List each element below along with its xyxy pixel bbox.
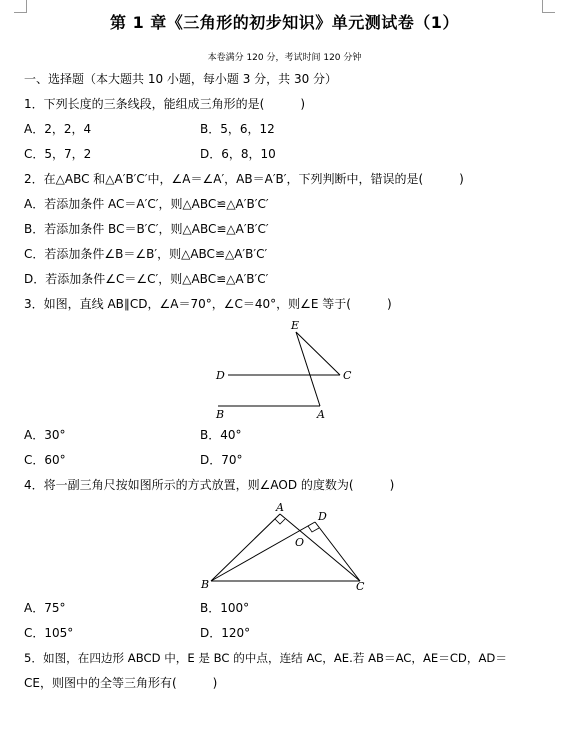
question-3-option-d: D．70° (200, 453, 243, 467)
section-heading: 一、选择题（本大题共 10 小题，每小题 3 分，共 30 分） (24, 72, 338, 86)
question-4-stem: 4．将一副三角尺按如图所示的方式放置，则∠AOD 的度数为( ) (24, 478, 395, 492)
right-angle-mark-a (275, 519, 285, 524)
question-2-stem: 2．在△ABC 和△A′B′C′中，∠A＝∠A′，AB＝A′B′，下列判断中，错误的是( ) (24, 172, 464, 186)
question-2-option-a: A．若添加条件 AC＝A′C′，则△ABC≌△A′B′C′ (24, 197, 269, 211)
figure-label-c: C (356, 580, 365, 593)
question-1-option-c: C．5，7，2 (24, 147, 92, 161)
segment-dc (315, 522, 360, 581)
question-4-option-a: A．75° (24, 601, 66, 615)
question-4-option-b: B．100° (200, 601, 250, 615)
question-2-option-d: D．若添加条件∠C＝∠C′，则△ABC≌△A′B′C′ (24, 272, 269, 286)
question-1-option-b: B．5，6，12 (200, 122, 275, 136)
question-3-option-b: B．40° (200, 428, 242, 442)
question-2-option-c: C．若添加条件∠B＝∠B′，则△ABC≌△A′B′C′ (24, 247, 268, 261)
question-4-figure (198, 500, 370, 596)
question-4-option-d: D．120° (200, 626, 251, 640)
figure-label-c: C (343, 369, 352, 382)
page-title: 第 1 章《三角形的初步知识》单元测试卷（1） (110, 13, 459, 32)
question-1-option-d: D．6，8，10 (200, 147, 276, 161)
question-2-option-b: B．若添加条件 BC＝B′C′，则△ABC≌△A′B′C′ (24, 222, 269, 236)
figure-label-b: B (201, 578, 210, 591)
figure-label-b: B (216, 408, 225, 421)
page-subtitle: 本卷满分 120 分，考试时间 120 分钟 (207, 53, 362, 63)
question-3-figure (200, 318, 370, 426)
figure-label-a: A (317, 408, 325, 421)
figure-label-e: E (291, 319, 300, 332)
figure-label-d: D (216, 369, 225, 382)
question-5-line-2: CE，则图中的全等三角形有( ) (24, 676, 218, 690)
question-3-option-c: C．60° (24, 453, 66, 467)
question-1-option-a: A．2，2，4 (24, 122, 92, 136)
right-angle-mark-d (308, 526, 319, 532)
figure-label-o: O (295, 536, 305, 549)
question-4-option-c: C．105° (24, 626, 74, 640)
question-3-stem: 3．如图，直线 AB∥CD，∠A＝70°，∠C＝40°，则∠E 等于( ) (24, 297, 392, 311)
question-5-line-1: 5．如图，在四边形 ABCD 中，E 是 BC 的中点，连结 AC，AE.若 AB＝AC，AE＝CD，AD＝ (24, 651, 507, 665)
question-1-stem: 1．下列长度的三条线段，能组成三角形的是( ) (24, 97, 306, 111)
segment-ac (280, 514, 360, 581)
figure-label-d: D (318, 510, 327, 523)
figure-label-a: A (276, 501, 284, 514)
question-3-option-a: A．30° (24, 428, 66, 442)
